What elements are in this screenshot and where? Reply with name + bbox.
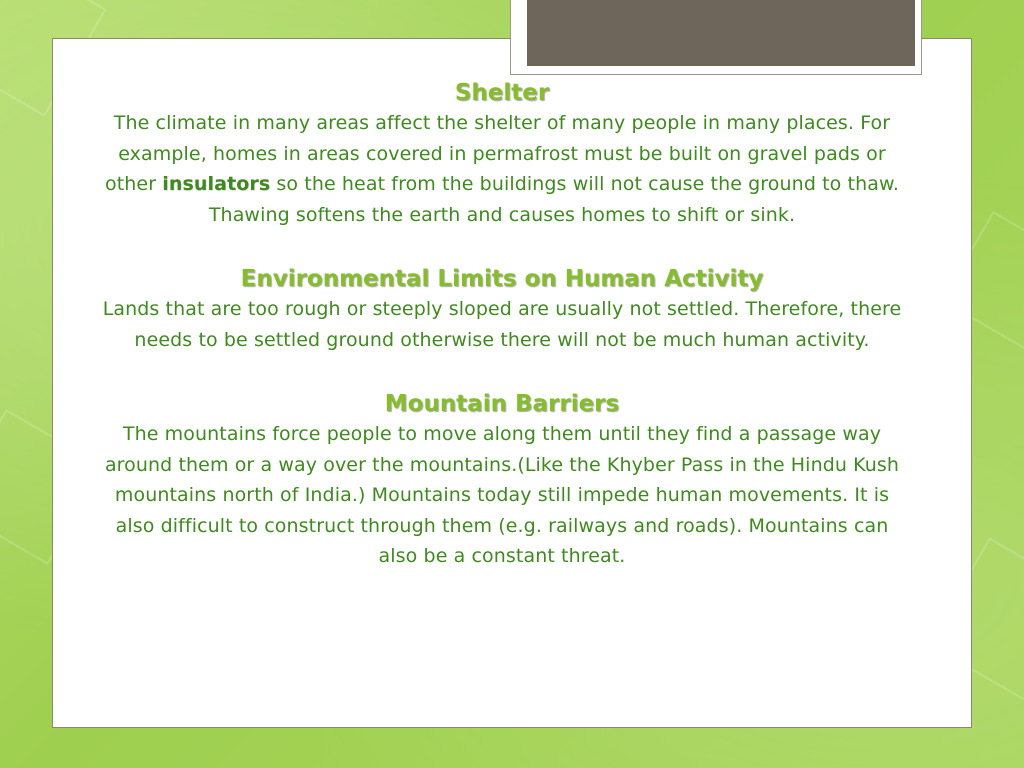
section-spacer xyxy=(100,230,904,264)
environmental-limits-heading: Environmental Limits on Human Activity xyxy=(240,266,764,292)
insulators-keyword: insulators xyxy=(162,173,271,195)
shelter-heading: Shelter xyxy=(454,80,550,106)
title-tab-block xyxy=(527,0,915,66)
mountain-barriers-paragraph: The mountains force people to move along them until they find a passage way around them or a way over the mountains.(Like the Khyber Pass in the Hindu Kush mountains north of India.) Mountains today still impede human movements. It is also difficult to construct through them (e.g. railways and roads). Mountains can also be a constant threat. xyxy=(104,423,900,567)
section-mountain-barriers xyxy=(100,389,904,572)
slide-body xyxy=(100,78,904,572)
shelter-text-before: The climate in many areas affect the shelter of many people in many places. For example, homes in areas covered in permafrost must be built on gravel pads or other xyxy=(105,112,891,195)
mountain-barriers-heading: Mountain Barriers xyxy=(384,391,620,417)
section-environmental-limits xyxy=(100,264,904,355)
shelter-paragraph xyxy=(100,108,904,230)
shelter-text-after: so the heat from the buildings will not cause the ground to thaw. Thawing softens the earth and causes homes to shift or sink. xyxy=(208,173,899,226)
section-shelter xyxy=(100,78,904,230)
environmental-limits-paragraph: Lands that are too rough or steeply sloped are usually not settled. Therefore, there needs to be settled ground otherwise there will not be much human activity. xyxy=(102,298,902,351)
section-spacer xyxy=(100,355,904,389)
